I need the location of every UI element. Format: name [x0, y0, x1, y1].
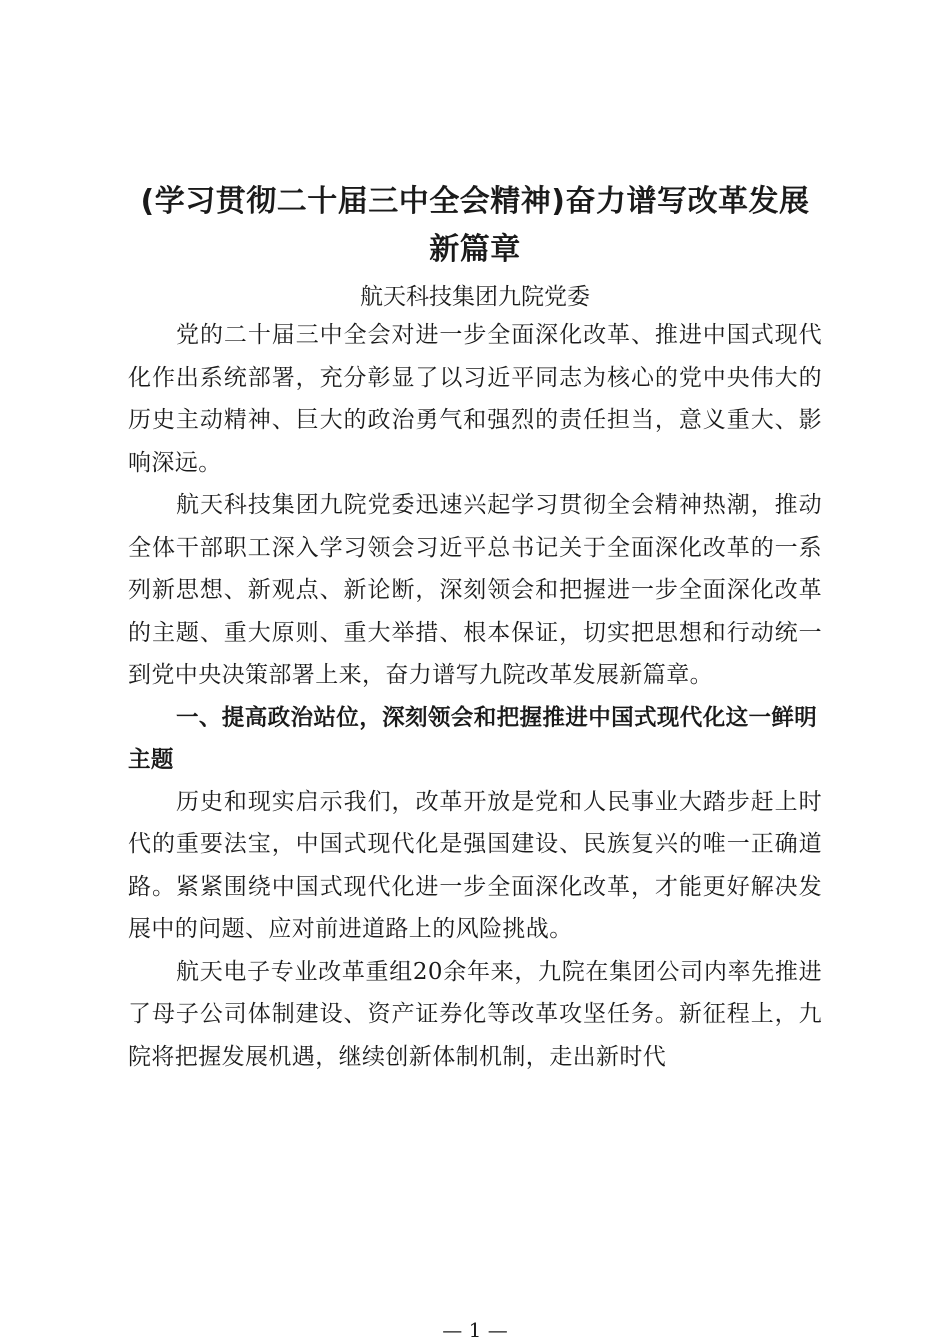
- page-number: — 1 —: [442, 1318, 508, 1342]
- document-title: (学习贯彻二十届三中全会精神)奋力谱写改革发展新篇章: [140, 184, 810, 267]
- section-paragraph-2: 航天电子专业改革重组20余年来，九院在集团公司内率先推进了母子公司体制建设、资产证券化等改革攻坚任务。新征程上，九院将把握发展机遇，继续创新体制机制，走出新时代: [128, 958, 822, 1070]
- intro-paragraph-2: 航天科技集团九院党委迅速兴起学习贯彻全会精神热潮，推动全体干部职工深入学习领会习近平总书记关于全面深化改革的一系列新思想、新观点、新论断，深刻领会和把握进一步全面深化改革的主题、重大原则、重大举措、根本保证，切实把思想和行动统一到党中央决策部署上来，奋力谱写九院改革发展新篇章。: [128, 492, 822, 688]
- intro-paragraph-1: 党的二十届三中全会对进一步全面深化改革、推进中国式现代化作出系统部署，充分彰显了以习近平同志为核心的党中央伟大的历史主动精神、巨大的政治勇气和强烈的责任担当，意义重大、影响深远。: [128, 322, 822, 476]
- section-heading: 一、提高政治站位，深刻领会和把握推进中国式现代化这一鲜明主题: [128, 704, 818, 773]
- document-author: 航天科技集团九院党委: [360, 284, 590, 310]
- section-paragraph-1: 历史和现实启示我们，改革开放是党和人民事业大踏步赶上时代的重要法宝，中国式现代化是强国建设、民族复兴的唯一正确道路。紧紧围绕中国式现代化进一步全面深化改革，才能更好解决发展中的问题、应对前进道路上的风险挑战。: [128, 788, 822, 942]
- document-page: [128, 178, 822, 1078]
